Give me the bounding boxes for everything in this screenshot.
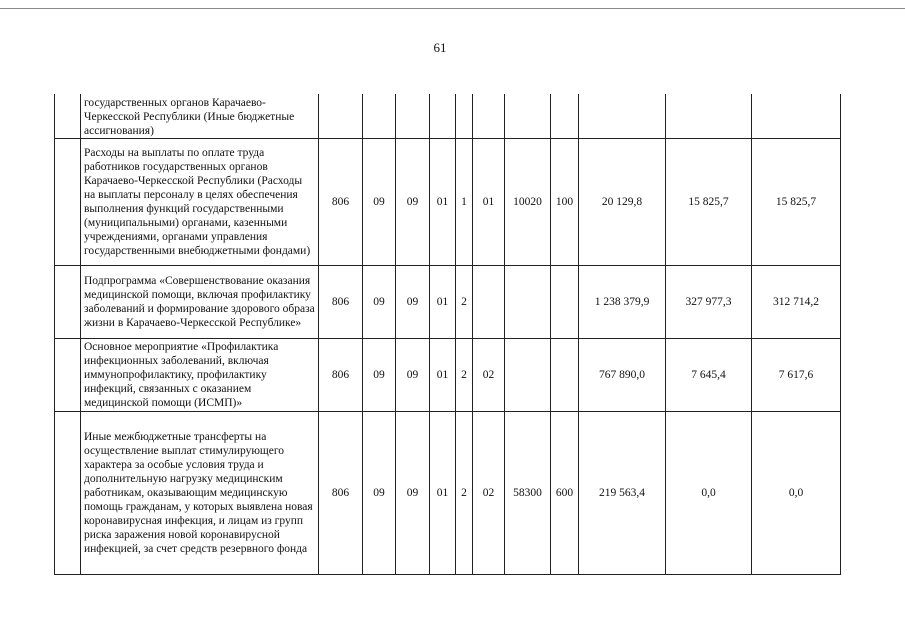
row-index-cell [55, 94, 81, 139]
amount-3-cell [752, 94, 841, 139]
section-code-cell: 09 [363, 266, 396, 339]
subsection-code-cell [396, 94, 430, 139]
direction-code-cell: 10020 [505, 139, 551, 266]
table-row [55, 94, 841, 139]
direction-code-cell [505, 94, 551, 139]
subsection-code-cell: 09 [396, 339, 430, 412]
amount-2-cell: 0,0 [666, 412, 752, 575]
direction-code-cell: 58300 [505, 412, 551, 575]
program-code-cell: 01 [430, 412, 456, 575]
budget-table [54, 94, 841, 575]
expense-type-cell: 600 [551, 412, 579, 575]
ministry-code-cell: 806 [319, 412, 363, 575]
amount-3-cell: 7 617,6 [752, 339, 841, 412]
row-name-cell: Основное мероприятие «Профилактика инфекционных заболеваний, включая иммунопрофилактику, профилактику инфекций, связанных с оказанием медицинской помощи (ИСМП)» [81, 339, 319, 412]
subsection-code-cell: 09 [396, 412, 430, 575]
scan-top-edge [0, 8, 905, 9]
amount-2-cell [666, 94, 752, 139]
row-name-cell: государственных органов Карачаево-Черкесской Республики (Иные бюджетные ассигнования) [81, 94, 319, 139]
amount-3-cell: 15 825,7 [752, 139, 841, 266]
ministry-code-cell: 806 [319, 339, 363, 412]
subprogram-code-cell: 2 [456, 412, 473, 575]
row-name-cell: Иные межбюджетные трансферты на осуществление выплат стимулирующего характера за особые условия труда и дополнительную нагрузку медицинским работникам, оказывающим медицинскую помощь гражданам, у которых выявлена новая коронавирусная инфекция, и лицам из групп риска заражения новой коронавирусной инфекцией, за счет средств резервного фонда [81, 412, 319, 575]
subprogram-code-cell: 2 [456, 339, 473, 412]
program-code-cell: 01 [430, 339, 456, 412]
table-row [55, 266, 841, 339]
amount-3-cell: 312 714,2 [752, 266, 841, 339]
section-code-cell: 09 [363, 139, 396, 266]
row-name-cell: Расходы на выплаты по оплате труда работников государственных органов Карачаево-Черкесской Республики (Расходы на выплаты персоналу в целях обеспечения выполнения функций государственными (муниципальными) органами, казенными учреждениями, органами управления государственными внебюджетными фондами) [81, 139, 319, 266]
section-code-cell: 09 [363, 339, 396, 412]
row-index-cell [55, 339, 81, 412]
amount-1-cell: 219 563,4 [579, 412, 666, 575]
event-code-cell: 02 [473, 412, 505, 575]
row-index-cell [55, 266, 81, 339]
event-code-cell: 01 [473, 139, 505, 266]
ministry-code-cell: 806 [319, 266, 363, 339]
event-code-cell [473, 94, 505, 139]
row-index-cell [55, 139, 81, 266]
direction-code-cell [505, 266, 551, 339]
expense-type-cell: 100 [551, 139, 579, 266]
subprogram-code-cell [456, 94, 473, 139]
ministry-code-cell [319, 94, 363, 139]
amount-1-cell: 20 129,8 [579, 139, 666, 266]
amount-1-cell [579, 94, 666, 139]
table-row [55, 339, 841, 412]
section-code-cell [363, 94, 396, 139]
direction-code-cell [505, 339, 551, 412]
program-code-cell: 01 [430, 139, 456, 266]
row-name-cell: Подпрограмма «Совершенствование оказания медицинской помощи, включая профилактику заболеваний и формирование здорового образа жизни в Карачаево-Черкесской Республике» [81, 266, 319, 339]
ministry-code-cell: 806 [319, 139, 363, 266]
amount-2-cell: 327 977,3 [666, 266, 752, 339]
amount-1-cell: 767 890,0 [579, 339, 666, 412]
subsection-code-cell: 09 [396, 266, 430, 339]
expense-type-cell [551, 339, 579, 412]
table-row [55, 412, 841, 575]
amount-2-cell: 15 825,7 [666, 139, 752, 266]
amount-3-cell: 0,0 [752, 412, 841, 575]
row-index-cell [55, 412, 81, 575]
amount-1-cell: 1 238 379,9 [579, 266, 666, 339]
program-code-cell: 01 [430, 266, 456, 339]
page-number: 61 [433, 40, 447, 55]
section-code-cell: 09 [363, 412, 396, 575]
expense-type-cell [551, 94, 579, 139]
subprogram-code-cell: 1 [456, 139, 473, 266]
expense-type-cell [551, 266, 579, 339]
table-row [55, 139, 841, 266]
program-code-cell [430, 94, 456, 139]
amount-2-cell: 7 645,4 [666, 339, 752, 412]
subprogram-code-cell: 2 [456, 266, 473, 339]
event-code-cell: 02 [473, 339, 505, 412]
subsection-code-cell: 09 [396, 139, 430, 266]
event-code-cell [473, 266, 505, 339]
